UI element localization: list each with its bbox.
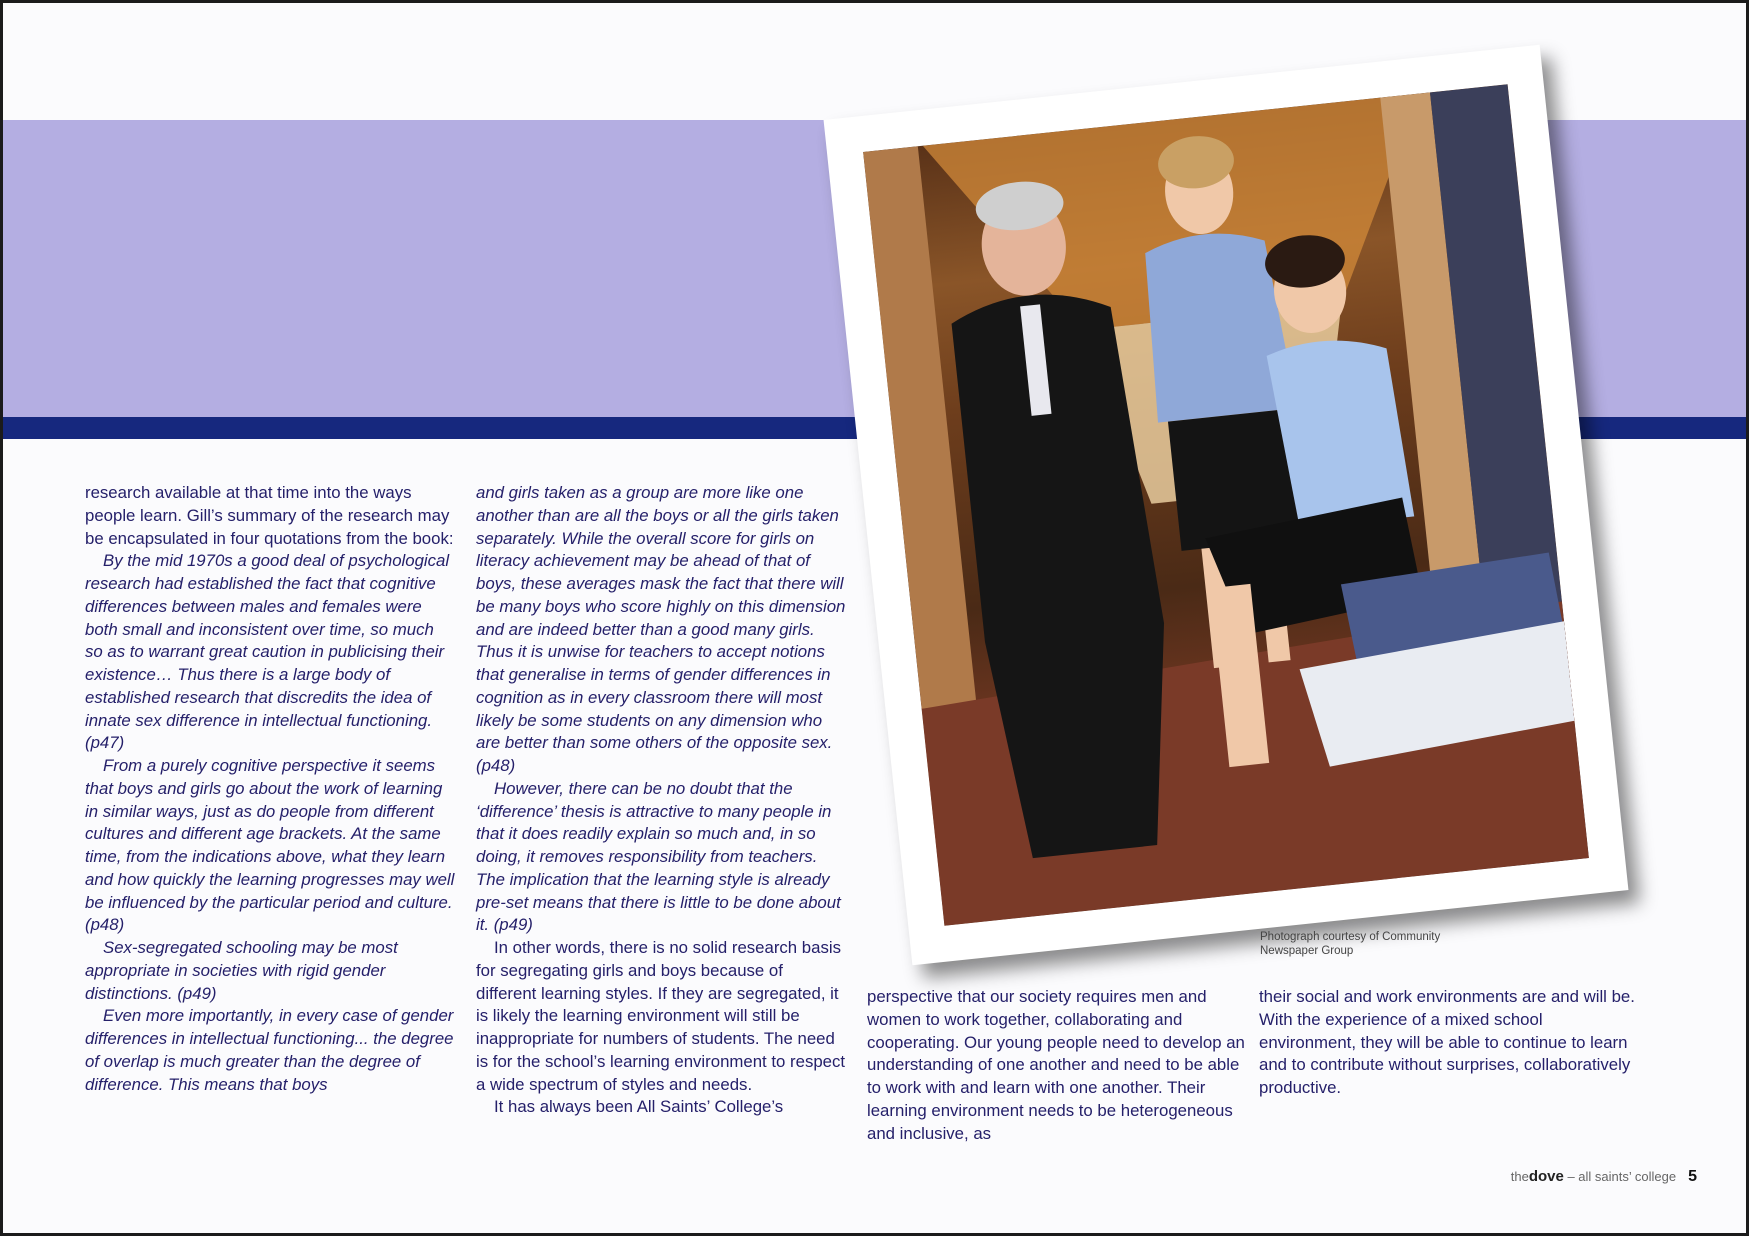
page-number: 5: [1688, 1168, 1697, 1185]
photo-print: [824, 45, 1629, 966]
photo-caption: Photograph courtesy of Community Newspaper Group: [1260, 931, 1441, 957]
brand-suffix: – all saints’ college: [1563, 1169, 1677, 1184]
quotation: By the mid 1970s a good deal of psychological research had established the fact that cognitive differences between males and females were both small and inconsistent over time, so much so as to warrant great caution in publicising their existence… Thus there is a large body of established research that discredits the idea of innate sex difference in intellectual functioning. (p47): [85, 551, 450, 753]
text-column-4: [1259, 986, 1639, 1100]
paragraph: It has always been All Saints’ College’s: [494, 1097, 784, 1117]
quotation: From a purely cognitive perspective it seems that boys and girls go about the work of learning in similar ways, just as do people from different cultures and different age brackets. At the same time, from the indications above, what they learn and how quickly the learning progresses may well be influenced by the particular period and culture. (p48): [85, 756, 455, 935]
paragraph: In other words, there is no solid research basis for segregating girls and boys because of different learning styles. If they are segregated, it is likely the learning environment will still be inappropriate for numbers of students. The need is for the school’s learning environment to respect a wide spectrum of styles and needs.: [476, 938, 846, 1094]
brand-prefix: the: [1510, 1169, 1529, 1184]
brand-name: dove: [1528, 1168, 1564, 1185]
quotation: Sex-segregated schooling may be most appropriate in societies with rigid gender distinctions. (p49): [85, 938, 398, 1003]
page-footer: [1511, 1168, 1697, 1186]
text-column-2: [476, 482, 846, 1119]
paragraph: perspective that our society requires men and women to work together, collaborating and cooperating. Our young people need to develop an understanding of one another and need to be able to work with and learn with one another. Their learning environment needs to be heterogeneous and inclusive, as: [867, 987, 1245, 1143]
paragraph: their social and work environments are and will be. With the experience of a mixed school environment, they will be able to continue to learn and to contribute without surprises, collaboratively productive.: [1259, 987, 1635, 1097]
text-column-3: [867, 986, 1247, 1145]
paragraph: research available at that time into the ways people learn. Gill’s summary of the research may be encapsulated in four quotations from the book:: [85, 483, 454, 548]
photo-illustration: [863, 84, 1589, 925]
quotation-continued: and girls taken as a group are more like one another than are all the boys or all the girls taken separately. While the overall score for girls on literacy achievement may be ahead of that of boys, these averages mask the fact that there will be many boys who score highly on this dimension and are indeed better than a good many girls. Thus it is unwise for teachers to accept notions that generalise in terms of gender differences in cognition as in every classroom there will most likely be some students on any dimension who are better than some others of the opposite sex. (p48): [476, 483, 846, 775]
photo-image: [863, 84, 1589, 925]
quotation: Even more importantly, in every case of gender differences in intellectual functioning... the degree of overlap is much greater than the degree of difference. This means that boys: [85, 1006, 454, 1094]
quotation: However, there can be no doubt that the ‘difference’ thesis is attractive to many people in that it does readily explain so much and, in so doing, it removes responsibility from teachers. The implication that the learning style is already pre-set means that there is little to be done about it. (p49): [476, 778, 841, 935]
text-column-1: [85, 482, 455, 1096]
